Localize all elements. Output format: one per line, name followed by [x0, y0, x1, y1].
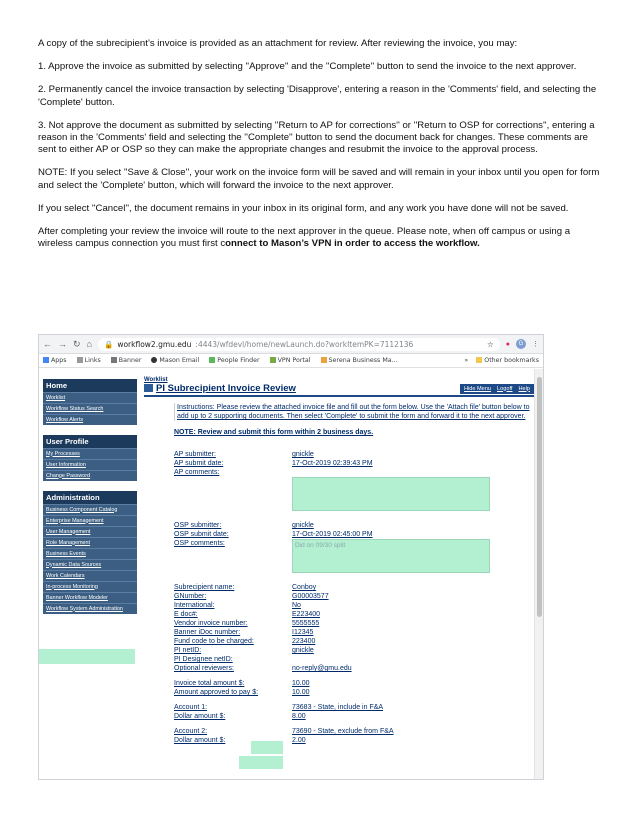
- forward-icon[interactable]: →: [58, 339, 67, 349]
- highlight-box: [239, 756, 283, 769]
- ap-comments-row: AP comments:: [174, 469, 220, 476]
- dollar1-row: Dollar amount $: 8.00: [174, 713, 306, 720]
- field-row: Fund code to be charged: 223400: [174, 638, 316, 645]
- more-bookmarks[interactable]: »: [464, 357, 469, 364]
- save-close-note: NOTE: If you select ''Save & Close'', your work on the invoice form will be saved and will remain in your inbox until you open for form and select the 'Complete' button, which will forward the invoice to the next approver.: [38, 167, 600, 191]
- bookmark-serena[interactable]: Serena Business Ma...: [321, 357, 398, 364]
- sidebar: [43, 379, 137, 614]
- page-content: [39, 369, 543, 779]
- field-row: E doc#: E223400: [174, 611, 321, 618]
- bookmark-banner[interactable]: Banner: [111, 357, 142, 364]
- sidebar-item-sysadmin[interactable]: Workflow System Administration: [43, 603, 137, 614]
- form-instructions: Instructions: Please review the attached invoice file and fill out the form below. Use the 'Attach file' button below to add up to 2 supporting documents. Then select 'Complete' to submit the form and forward it to the next approver.: [174, 403, 534, 421]
- apps-icon: [43, 357, 49, 363]
- reload-icon[interactable]: ↻: [73, 338, 81, 349]
- scrollbar-thumb[interactable]: [537, 377, 542, 617]
- invoice-fields: [144, 583, 534, 673]
- field-row: International: No: [174, 602, 301, 609]
- osp-comments-field[interactable]: Did on 09/30 split: [292, 539, 490, 573]
- form-toolbar: [460, 384, 534, 394]
- ap-comments-field[interactable]: [292, 477, 490, 511]
- field-row: GNumber: G00003577: [174, 593, 329, 600]
- option-return-text: 3. Not approve the document as submitted by selecting ''Return to AP for corrections'' or ''Return to OSP for corrections'', entering a reason in the 'Comments' field and selecting the ''Complete'' button to send the document back for changes. These comments are sent to either AP or OSP so they can make the appropriate changes and resubmit the invoice to the approval process.: [38, 119, 595, 156]
- workflow-screenshot: [38, 334, 544, 780]
- other-bookmarks[interactable]: Other bookmarks: [476, 357, 539, 364]
- vpn-icon: [270, 357, 276, 363]
- invoice-form: [144, 377, 534, 745]
- links-icon: [77, 357, 83, 363]
- form-icon: [144, 384, 153, 392]
- sidebar-item-enterprise[interactable]: Enterprise Management: [43, 515, 137, 526]
- sidebar-item-change-password[interactable]: Change Password: [43, 470, 137, 481]
- form-note: NOTE: Review and submit this form within 2 business days.: [174, 429, 374, 436]
- bookmark-links[interactable]: Links: [77, 357, 101, 364]
- field-row: PI Designee netID:: [174, 656, 233, 663]
- lock-icon: 🔒: [103, 339, 114, 349]
- osp-date-row: OSP submit date: 17-Oct-2019 02:45:00 PM: [174, 531, 373, 538]
- field-row: Banner iDoc number: I12345: [174, 629, 314, 636]
- ap-date-row: AP submit date: 17-Oct-2019 02:39:43 PM: [174, 460, 373, 467]
- help-link[interactable]: Help: [518, 385, 530, 392]
- approved-amount-row: Amount approved to pay $: 10.00: [174, 689, 310, 696]
- form-titlebar: [144, 383, 534, 397]
- bookmark-email[interactable]: Mason Email: [151, 357, 199, 364]
- highlight-box: [39, 649, 135, 664]
- home-icon[interactable]: ⌂: [86, 339, 92, 349]
- account2-row: Account 2: 73690 - State, exclude from F&A: [174, 728, 394, 735]
- sidebar-item-business-events[interactable]: Business Events: [43, 548, 137, 559]
- url-path: :4443/wfdevl/home/newLaunch.do?workItemPK=7112136: [195, 339, 414, 349]
- sidebar-item-role-mgmt[interactable]: Role Management: [43, 537, 137, 548]
- sidebar-item-my-processes[interactable]: My Processes: [43, 448, 137, 459]
- folder-icon: [476, 357, 482, 363]
- sidebar-item-monitoring[interactable]: In-process Monitoring: [43, 581, 137, 592]
- intro-text: A copy of the subrecipient’s invoice is provided as an attachment for review. After reviewing the invoice, you may:: [38, 38, 518, 49]
- pinterest-icon[interactable]: ●: [505, 340, 510, 348]
- star-icon[interactable]: ☆: [487, 339, 494, 349]
- dollar2-row: Dollar amount $: 2.00: [174, 737, 306, 744]
- sidebar-item-work-calendars[interactable]: Work Calendars: [43, 570, 137, 581]
- email-icon: [151, 357, 157, 363]
- worklist-link[interactable]: Worklist: [144, 377, 168, 383]
- highlight-box: [251, 741, 283, 754]
- option-approve-text: 1. Approve the invoice as submitted by selecting ''Approve'' and the ''Complete'' button to send the invoice to the next approver.: [38, 61, 577, 73]
- banner-icon: [111, 357, 117, 363]
- sidebar-item-modeler[interactable]: Banner Workflow Modeler: [43, 592, 137, 603]
- bookmark-people[interactable]: People Finder: [209, 357, 259, 364]
- option-disapprove-text: 2. Permanently cancel the invoice transaction by selecting 'Disapprove', entering a reason in the 'Comments' field, and selecting the 'Complete' button.: [38, 84, 597, 108]
- back-icon[interactable]: ←: [43, 339, 52, 349]
- field-row: Vendor invoice number: 5555555: [174, 620, 320, 627]
- field-row: Subrecipient name: Conboy: [174, 584, 317, 591]
- hide-menu-link[interactable]: Hide Menu: [463, 385, 492, 392]
- account1-row: Account 1: 73683 - State, include in F&A: [174, 704, 384, 711]
- sidebar-admin-header: Administration: [43, 491, 137, 504]
- menu-icon[interactable]: ⋮: [532, 341, 539, 348]
- address-bar[interactable]: [98, 338, 500, 351]
- sidebar-home-header: Home: [43, 379, 137, 392]
- sidebar-profile-header: User Profile: [43, 435, 137, 448]
- sidebar-item-status-search[interactable]: Workflow Status Search: [43, 403, 137, 414]
- page-title: PI Subrecipient Invoice Review: [144, 383, 460, 394]
- osp-comments-row: OSP comments:: [174, 540, 225, 547]
- sidebar-item-user-info[interactable]: User Information: [43, 459, 137, 470]
- invoice-total-row: Invoice total amount $: 10.00: [174, 680, 310, 687]
- field-row: Optional reviewers: no-reply@gmu.edu: [174, 665, 352, 672]
- bookmarks-bar: [39, 354, 543, 368]
- sidebar-item-bcc[interactable]: Business Component Catalog: [43, 504, 137, 515]
- scrollbar[interactable]: [534, 369, 543, 779]
- cancel-note: If you select ''Cancel'', the document remains in your inbox in its original form, and any work you have done will not be saved.: [38, 202, 569, 214]
- sidebar-item-worklist[interactable]: Worklist: [43, 392, 137, 403]
- logoff-link[interactable]: Logoff: [497, 385, 513, 392]
- instruction-document: [38, 38, 606, 261]
- url-host: workflow2.gmu.edu: [117, 339, 192, 349]
- bookmark-apps[interactable]: Apps: [43, 357, 67, 364]
- serena-icon: [321, 357, 327, 363]
- sidebar-item-user-mgmt[interactable]: User Management: [43, 526, 137, 537]
- avatar[interactable]: G: [516, 339, 526, 349]
- osp-submitter-row: OSP submitter: gnickle: [174, 522, 314, 529]
- sidebar-item-alerts[interactable]: Workflow Alerts: [43, 414, 137, 425]
- people-icon: [209, 357, 215, 363]
- browser-toolbar: [39, 335, 543, 354]
- bookmark-vpn[interactable]: VPN Portal: [270, 357, 311, 364]
- field-row: PI netID: gnickle: [174, 647, 314, 654]
- ap-submitter-row: AP submitter: gnickle: [174, 451, 314, 458]
- vpn-note: After completing your review the invoice will route to the next approver in the queue. Please note, when off campus or using a wireless campus connection you must first connect to Mason’s VPN in order to access the workflow.: [38, 226, 571, 250]
- sidebar-item-dynamic-data[interactable]: Dynamic Data Sources: [43, 559, 137, 570]
